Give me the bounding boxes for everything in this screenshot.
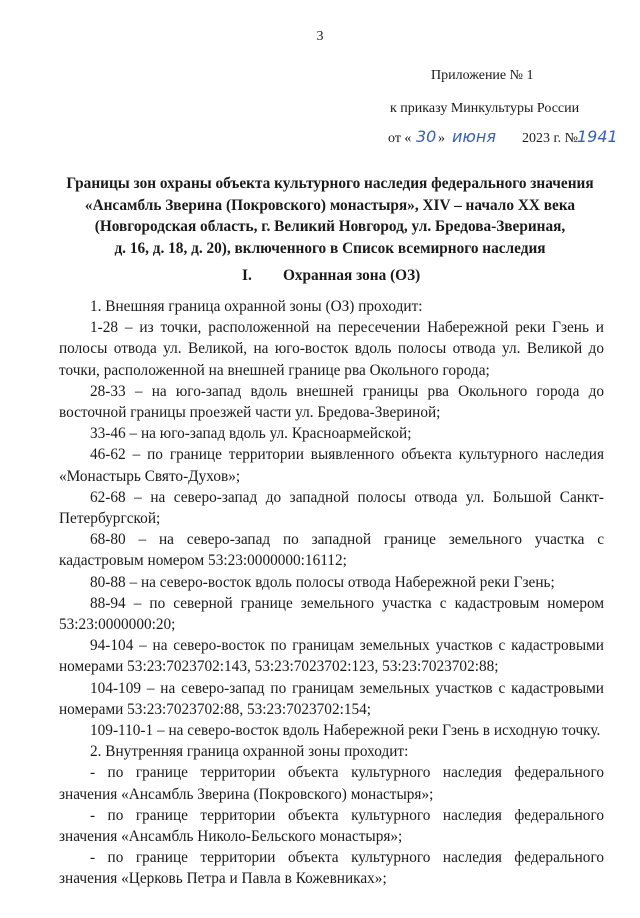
paragraph: 33-46 – на юго-запад вдоль ул. Красноармейской; (90, 425, 412, 443)
paragraph: - по границе территории объекта культурного наследия федерального значения «Ансамбль Николо-Бельского монастыря»; (59, 806, 604, 846)
paragraph: 68-80 – на северо-запад по западной границе земельного участка с кадастровым номером 53:23:0000000:16112; (59, 531, 604, 570)
title-line: «Ансамбль Зверина (Покровского) монастыря», XIV – начало XX века (84, 196, 576, 214)
appendix-year: 2023 г. № (522, 131, 579, 146)
paragraph: 94-104 – на северо-восток по границам земельных участков с кадастровыми номерами 53:23:7023702:143, 53:23:7023702:123, 53:23:7023702:88; (59, 637, 604, 676)
appendix-order-ref: к приказу Минкультуры России (390, 101, 580, 116)
document-title (40, 173, 620, 259)
paragraph: 80-88 – на северо-восток вдоль полосы отвода Набережной реки Гзень; (90, 573, 555, 591)
paragraph: - по границе территории объекта культурного наследия федерального значения «Ансамбль Зверина (Покровского) монастыря»; (59, 764, 604, 803)
document-body (59, 296, 604, 890)
appendix-from-close: » (438, 131, 445, 146)
paragraph: 88-94 – по северной границе земельного участка с кадастровым номером 53:23:0000000:20; (59, 594, 604, 634)
paragraph: 2. Внутренняя граница охранной зоны проходит: (90, 743, 409, 761)
paragraph: - по границе территории объекта культурного наследия федерального значения «Церковь Петра и Павла в Кожевниках»; (59, 849, 604, 888)
section-number: I. (242, 267, 252, 284)
paragraph: 109-110-1 – на северо-восток вдоль Набережной реки Гзень в исходную точку. (90, 722, 601, 740)
title-line: Границы зон охраны объекта культурного наследия федерального значения (66, 175, 594, 192)
title-line: д. 16, д. 18, д. 20), включенного в Список всемирного наследия (114, 239, 546, 257)
appendix-from-prefix: от « (388, 131, 412, 146)
appendix-month-handwritten: июня (452, 127, 496, 146)
appendix-day-handwritten: 30 (416, 127, 437, 146)
section-title: Охранная зона (ОЗ) (283, 267, 421, 284)
paragraph: 62-68 – на северо-запад до западной полосы отвода ул. Большой Санкт-Петербургской; (59, 488, 604, 528)
paragraph: 1-28 – из точки, расположенной на пересечении Набережной реки Гзень и полосы отвода ул. Великой, на юго-восток вдоль полосы отвода ул. Великой до точки, расположенной на внешней границе рва Окольного города; (59, 319, 604, 379)
title-line: (Новгородская область, г. Великий Новгород, ул. Бредова-Звериная, (94, 218, 566, 235)
page-number: 3 (316, 29, 324, 44)
appendix-number-handwritten: 1941 (577, 127, 618, 146)
paragraph: 1. Внешняя граница охранной зоны (ОЗ) проходит: (90, 298, 423, 315)
appendix-title: Приложение № 1 (431, 68, 534, 83)
paragraph: 28-33 – на юго-запад вдоль внешней границы рва Окольного города до восточной границы проезжей части ул. Бредова-Звериной; (59, 382, 604, 422)
paragraph: 46-62 – по границе территории выявленного объекта культурного наследия «Монастырь Свято-Духов»; (59, 446, 604, 485)
paragraph: 104-109 – на северо-запад по границам земельных участков с кадастровыми номерами 53:23:7023702:88, 53:23:7023702:154; (59, 679, 604, 718)
